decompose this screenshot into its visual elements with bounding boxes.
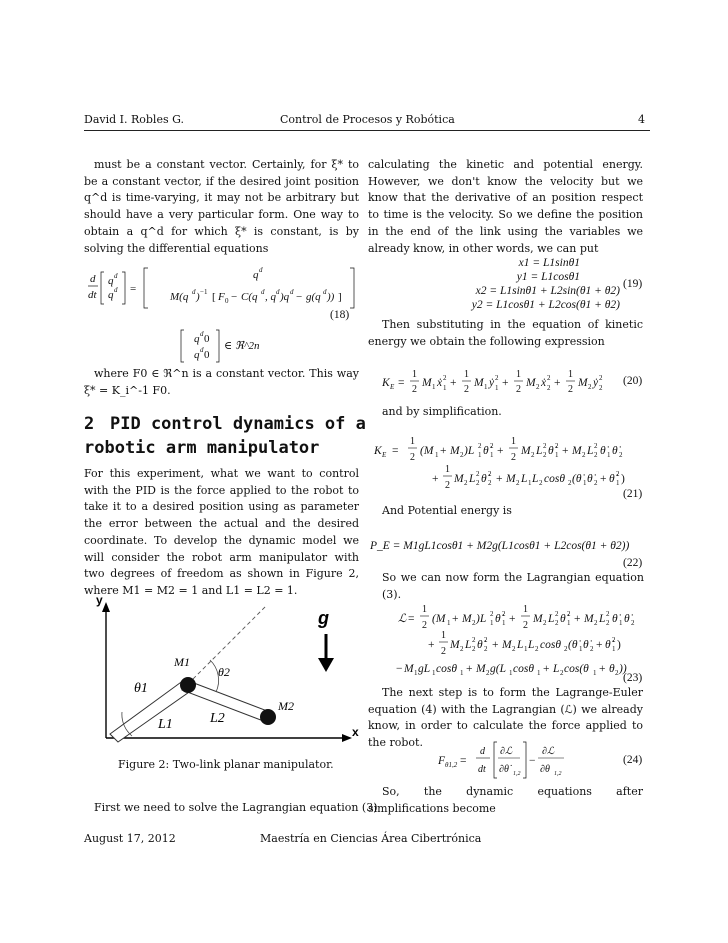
svg-text:θ: θ	[609, 663, 615, 675]
equation-20-graphic	[382, 366, 622, 398]
equation-21	[372, 432, 644, 498]
svg-text:=: =	[398, 377, 405, 389]
svg-text:2: 2	[567, 610, 571, 618]
section-title: PID control dynamics of a robotic arm manipulator	[84, 414, 366, 458]
figure-caption: Figure 2: Two-link planar manipulator.	[118, 758, 334, 771]
svg-text:−1: −1	[200, 288, 208, 296]
svg-text:+: +	[596, 639, 603, 651]
svg-text:L: L	[536, 445, 543, 457]
svg-text:ẏ: ẏ	[489, 377, 495, 389]
svg-text:q: q	[108, 275, 114, 287]
svg-text:M: M	[584, 613, 594, 625]
manipulator-diagram	[88, 588, 368, 748]
svg-text:M: M	[526, 377, 536, 389]
svg-text:1: 1	[593, 669, 597, 677]
svg-text:−: −	[231, 291, 238, 303]
svg-text:M(q: M(q	[170, 291, 189, 303]
svg-text:2: 2	[606, 610, 610, 618]
svg-text:1: 1	[523, 604, 528, 615]
svg-text:1: 1	[537, 669, 541, 677]
equation-18-label: (18)	[330, 309, 350, 321]
svg-text:2: 2	[476, 470, 480, 478]
svg-text:1: 1	[555, 451, 559, 459]
svg-text:E: E	[390, 383, 395, 391]
svg-text:2: 2	[631, 619, 635, 627]
svg-text:gL: gL	[418, 663, 431, 675]
equation-20	[382, 366, 622, 398]
svg-text:2: 2	[555, 442, 559, 450]
svg-text:2: 2	[582, 451, 586, 459]
svg-text:d: d	[276, 288, 280, 296]
svg-text:(θ̇: (θ̇	[568, 639, 578, 651]
svg-text:2: 2	[472, 636, 476, 644]
svg-text:+: +	[600, 473, 607, 485]
svg-text:2: 2	[464, 384, 469, 395]
svg-text:2: 2	[488, 470, 492, 478]
equation-18b	[178, 326, 298, 366]
svg-text:2: 2	[484, 636, 488, 644]
section-number: 2	[84, 414, 95, 434]
svg-text:L: L	[587, 445, 594, 457]
equation-18b-member: ∈ ℜ^2n	[224, 340, 260, 352]
svg-text:2: 2	[606, 619, 610, 627]
svg-text:2: 2	[445, 480, 450, 491]
footer-date: August 17, 2012	[84, 832, 176, 845]
svg-text:2: 2	[547, 374, 551, 382]
equation-19-line: y1 = L1cosθ1	[516, 271, 580, 283]
svg-text:2: 2	[512, 645, 516, 653]
svg-text:2: 2	[543, 442, 547, 450]
svg-text:+: +	[492, 639, 499, 651]
svg-text:C(q: C(q	[241, 291, 258, 303]
svg-text:ẋ: ẋ	[437, 377, 443, 389]
equation-19-label: (19)	[623, 278, 643, 290]
svg-text:d: d	[200, 330, 204, 338]
svg-text:L: L	[517, 639, 524, 651]
svg-text:θ̇: θ̇	[481, 473, 487, 485]
svg-text:θ̇: θ̇	[612, 613, 618, 625]
equation-23	[372, 598, 644, 680]
svg-text:−: −	[529, 755, 536, 767]
where-text: where F0 ∈ ℜ^n is a constant vector. This way ξ* = K_i^-1 F0.	[84, 367, 359, 397]
gravity-arrow-icon	[318, 658, 334, 672]
svg-text:1: 1	[490, 619, 494, 627]
svg-text:F: F	[218, 291, 225, 303]
svg-text:2: 2	[464, 479, 468, 487]
svg-text:−: −	[296, 291, 303, 303]
equation-18-graphic	[88, 262, 358, 322]
svg-text:+: +	[509, 613, 516, 625]
svg-text:θ̇: θ̇	[600, 445, 606, 457]
mass-2	[260, 709, 276, 725]
euler-text: The next step is to form the Lagrange-Euler equation (4) with the Lagrangian (ℒ) we already know, in order to calculate the force applied to the robot.	[368, 686, 643, 750]
svg-text:θ̇: θ̇	[583, 639, 589, 651]
svg-text:2: 2	[511, 452, 516, 463]
svg-text:∂ℒ: ∂ℒ	[500, 746, 513, 757]
svg-text:2: 2	[616, 470, 620, 478]
closing-text: First we need to solve the Lagrangian equation (3)	[94, 801, 378, 814]
svg-text:M: M	[572, 445, 582, 457]
svg-text:2: 2	[443, 374, 447, 382]
svg-text:E: E	[382, 451, 387, 459]
svg-text:1: 1	[495, 384, 499, 392]
equation-19-line: y2 = L1cosθ1 + L2cos(θ1 + θ2)	[471, 299, 620, 311]
svg-text:+: +	[432, 473, 439, 485]
svg-text:)): ))	[619, 663, 627, 675]
svg-text:M: M	[404, 663, 414, 675]
m2-label: M2	[278, 699, 294, 713]
svg-text:)): ))	[327, 291, 335, 303]
svg-text:+: +	[502, 377, 509, 389]
svg-text:1: 1	[490, 451, 494, 459]
svg-text:1: 1	[447, 619, 451, 627]
svg-text:2: 2	[560, 669, 564, 677]
svg-text:+: +	[562, 445, 569, 457]
svg-text:[: [	[212, 291, 216, 303]
svg-text:θ̇: θ̇	[624, 613, 630, 625]
svg-text:2: 2	[490, 610, 494, 618]
svg-text:2: 2	[594, 479, 598, 487]
svg-text:2: 2	[539, 479, 543, 487]
svg-text:2: 2	[422, 620, 427, 631]
svg-text:M: M	[533, 613, 543, 625]
kinetic-text: Then substituting in the equation of kinetic energy we obtain the following expression	[368, 318, 643, 348]
svg-text:+: +	[450, 377, 457, 389]
svg-text:1: 1	[410, 436, 415, 447]
svg-text:θ̇: θ̇	[612, 445, 618, 457]
svg-text:+: +	[554, 377, 561, 389]
svg-text:K: K	[382, 377, 390, 389]
svg-text:ℒ: ℒ	[398, 613, 407, 625]
svg-text:θ̇: θ̇	[477, 639, 483, 651]
svg-text:q: q	[108, 289, 114, 301]
svg-text:M: M	[450, 445, 460, 457]
svg-text:1: 1	[516, 369, 521, 380]
svg-text:2: 2	[568, 384, 573, 395]
svg-text:1: 1	[435, 451, 439, 459]
svg-text:1,2: 1,2	[513, 771, 521, 777]
svg-text:M: M	[450, 639, 460, 651]
equation-22: P_E = M1gL1cosθ1 + M2g(L1cosθ1 + L2cos(θ1 + θ2))	[370, 540, 630, 552]
svg-text:d: d	[290, 288, 294, 296]
svg-text:2: 2	[516, 384, 521, 395]
svg-text:M: M	[454, 473, 464, 485]
equation-19	[420, 256, 620, 312]
svg-text:d: d	[192, 288, 196, 296]
svg-text:L: L	[521, 473, 528, 485]
svg-text:d: d	[261, 288, 265, 296]
svg-text:d: d	[200, 346, 204, 354]
svg-text:=: =	[408, 613, 415, 625]
svg-text:2: 2	[478, 442, 482, 450]
svg-text:2: 2	[619, 451, 623, 459]
svg-text:=: =	[392, 445, 399, 457]
svg-text:2: 2	[476, 479, 480, 487]
svg-text:M: M	[502, 639, 512, 651]
svg-text:2: 2	[484, 645, 488, 653]
svg-text:1: 1	[612, 645, 616, 653]
svg-text:1: 1	[583, 479, 587, 487]
svg-text:)L: )L	[476, 613, 487, 625]
svg-text:0: 0	[225, 297, 229, 305]
svg-text:θ̇: θ̇	[587, 473, 593, 485]
svg-text:2: 2	[495, 374, 499, 382]
svg-text:)L: )L	[464, 445, 475, 457]
right-intro-text: calculating the kinetic and potential energy. However, we don't know the velocity but we know that the derivative of an position respect to time is the velocity. So we define the position in the end of the link using the variables we already know, in other words, we can put	[368, 158, 643, 255]
svg-text:g(L: g(L	[490, 663, 506, 675]
svg-text:q: q	[253, 269, 259, 281]
svg-text:ẋ: ẋ	[541, 377, 547, 389]
svg-text:1: 1	[567, 619, 571, 627]
svg-text:M: M	[506, 473, 516, 485]
svg-text:2: 2	[516, 479, 520, 487]
svg-text:2: 2	[543, 619, 547, 627]
svg-text:cosθ: cosθ	[544, 473, 565, 485]
svg-text:∂ℒ: ∂ℒ	[542, 746, 555, 757]
svg-text:+: +	[599, 663, 606, 675]
equation-19-line: x1 = L1sinθ1	[518, 257, 580, 269]
svg-text:+: +	[466, 663, 473, 675]
simplification-text: and by simplification.	[382, 405, 502, 418]
svg-text:cosθ: cosθ	[513, 663, 534, 675]
svg-text:θ̇: θ̇	[495, 613, 501, 625]
svg-text:1: 1	[414, 669, 418, 677]
theta2-label: θ2	[218, 665, 230, 679]
svg-text:=: =	[460, 755, 467, 767]
svg-text:=: =	[130, 283, 137, 295]
svg-text:−: −	[396, 663, 403, 675]
svg-text:1: 1	[432, 669, 436, 677]
svg-text:1: 1	[445, 464, 450, 475]
svg-text:+: +	[497, 445, 504, 457]
svg-text:M: M	[521, 445, 531, 457]
svg-text:1: 1	[528, 479, 532, 487]
svg-text:0: 0	[204, 333, 210, 345]
svg-text:2: 2	[441, 646, 446, 657]
header-rule	[84, 130, 650, 131]
svg-text:L: L	[532, 473, 539, 485]
svg-text:1: 1	[524, 645, 528, 653]
equation-23-label: (23)	[623, 672, 643, 684]
lagrangian-text: So we can now form the Lagrangian equation (3).	[382, 571, 644, 601]
svg-text:2: 2	[531, 451, 535, 459]
svg-text:+: +	[452, 613, 459, 625]
footer-program: Maestría en Ciencias Área Cibertrónica	[260, 832, 482, 845]
svg-text:θ̇: θ̇	[605, 639, 611, 651]
svg-text:2: 2	[460, 645, 464, 653]
svg-text:L: L	[553, 663, 560, 675]
svg-text:2: 2	[490, 442, 494, 450]
svg-text:2: 2	[594, 619, 598, 627]
svg-text:2: 2	[535, 645, 539, 653]
svg-text:): )	[617, 639, 621, 651]
svg-text:d: d	[259, 266, 263, 274]
svg-text:ẏ: ẏ	[593, 377, 599, 389]
svg-text:K: K	[374, 445, 382, 457]
svg-text:2: 2	[472, 619, 476, 627]
svg-text:1: 1	[422, 604, 427, 615]
svg-text:1: 1	[511, 436, 516, 447]
svg-text:2: 2	[523, 620, 528, 631]
l2-label: L2	[210, 711, 225, 726]
svg-text:+: +	[428, 639, 435, 651]
svg-text:g(q: g(q	[306, 291, 321, 303]
section-body-text: For this experiment, what we want to control with the PID is the force applied to the robot to take it to a desired position using as parameter the error between the actual and the desired coordinate. To develop the dynamic model we will consider the robot arm manipulator with two degrees of freedom as shown in Figure 2, where M1 = M2 = 1 and L1 = L2 = 1.	[84, 467, 359, 597]
svg-text:1: 1	[484, 383, 488, 391]
svg-text:, q: , q	[265, 291, 276, 303]
svg-text:1: 1	[441, 630, 446, 641]
y-axis-label: y	[96, 593, 103, 607]
svg-text:2: 2	[564, 645, 568, 653]
header-title: Control de Procesos y Robótica	[280, 113, 455, 126]
svg-text:dt: dt	[88, 289, 97, 301]
equation-23-graphic	[372, 598, 644, 680]
svg-text:F: F	[438, 755, 446, 767]
figure-2	[88, 588, 368, 748]
svg-text:1: 1	[502, 619, 506, 627]
svg-text:2: 2	[412, 384, 417, 395]
section-heading	[84, 412, 369, 460]
equation-18	[88, 262, 358, 322]
svg-text:+: +	[440, 445, 447, 457]
svg-text:2: 2	[536, 383, 540, 391]
svg-text:1: 1	[509, 669, 513, 677]
svg-text:M: M	[476, 663, 486, 675]
svg-text:1,2: 1,2	[554, 771, 562, 777]
svg-text:2: 2	[599, 374, 603, 382]
svg-text:θ1,2: θ1,2	[445, 761, 458, 769]
theta1-label: θ1	[134, 681, 148, 696]
m1-label: M1	[174, 655, 190, 669]
svg-text:L: L	[528, 639, 535, 651]
svg-text:L: L	[465, 639, 472, 651]
svg-text:cosθ: cosθ	[540, 639, 561, 651]
equation-24	[436, 740, 576, 780]
svg-text:∂θ̇: ∂θ̇	[499, 764, 509, 775]
equation-24-label: (24)	[623, 754, 643, 766]
equation-24-graphic	[436, 740, 576, 780]
svg-text:L: L	[599, 613, 606, 625]
svg-text:q: q	[194, 349, 200, 361]
equation-21-label: (21)	[623, 488, 643, 500]
svg-text:cosθ: cosθ	[436, 663, 457, 675]
svg-text:1: 1	[432, 383, 436, 391]
left-intro-text: must be a constant vector. Certainly, for ξ* to be a constant vector, if the desired joint position q^d is time-varying, it may not be arbitrary but should have a very particular form. One way to obtain a q^d for which ξ* is constant, is by solving the differential equations	[84, 158, 359, 255]
svg-text:2: 2	[588, 383, 592, 391]
svg-text:θ̇: θ̇	[609, 473, 615, 485]
svg-text:2: 2	[568, 479, 572, 487]
svg-text:2: 2	[594, 451, 598, 459]
equation-20-label: (20)	[623, 375, 643, 387]
svg-text:2: 2	[547, 384, 551, 392]
svg-text:dt: dt	[478, 764, 486, 775]
svg-text:2: 2	[615, 669, 619, 677]
svg-text:1: 1	[619, 619, 623, 627]
svg-text:(M: (M	[420, 445, 434, 457]
svg-text:d: d	[114, 272, 118, 280]
svg-text:2: 2	[486, 669, 490, 677]
svg-text:+: +	[574, 613, 581, 625]
svg-text:2: 2	[594, 442, 598, 450]
svg-text:1: 1	[616, 479, 620, 487]
svg-text:1: 1	[443, 384, 447, 392]
gravity-label: g	[318, 608, 329, 628]
svg-text:(M: (M	[432, 613, 446, 625]
svg-text:d: d	[90, 273, 96, 285]
svg-text:∂θ: ∂θ	[540, 764, 550, 775]
svg-text:2: 2	[488, 479, 492, 487]
svg-text:1: 1	[579, 645, 583, 653]
svg-text:(θ̇: (θ̇	[572, 473, 582, 485]
svg-text:2: 2	[472, 645, 476, 653]
svg-text:1: 1	[607, 451, 611, 459]
svg-text:M: M	[462, 613, 472, 625]
svg-text:2: 2	[555, 619, 559, 627]
svg-text:1: 1	[460, 669, 464, 677]
svg-text:): )	[621, 473, 625, 485]
header-author: David I. Robles G.	[84, 113, 184, 126]
svg-text:2: 2	[460, 451, 464, 459]
svg-text:2: 2	[502, 610, 506, 618]
svg-text:1: 1	[478, 451, 482, 459]
svg-text:d: d	[323, 288, 327, 296]
svg-text:q: q	[194, 333, 200, 345]
l1-label: L1	[158, 717, 173, 732]
svg-text:0: 0	[204, 349, 210, 361]
svg-text:1: 1	[464, 369, 469, 380]
svg-text:]: ]	[338, 291, 342, 303]
equation-22-label: (22)	[623, 557, 643, 569]
svg-text:d: d	[480, 746, 485, 757]
svg-text:2: 2	[555, 610, 559, 618]
mass-1	[180, 677, 196, 693]
svg-text:M: M	[474, 377, 484, 389]
svg-text:1: 1	[568, 369, 573, 380]
svg-text:M: M	[422, 377, 432, 389]
svg-text:2: 2	[543, 451, 547, 459]
svg-text:M: M	[578, 377, 588, 389]
svg-text:+: +	[496, 473, 503, 485]
x-axis-label: x	[352, 725, 359, 739]
svg-text:2: 2	[590, 645, 594, 653]
svg-text:L: L	[469, 473, 476, 485]
equation-21-graphic	[372, 432, 644, 498]
svg-text:2: 2	[410, 452, 415, 463]
svg-text:): )	[196, 291, 200, 303]
svg-text:L: L	[548, 613, 555, 625]
svg-text:cos(θ: cos(θ	[564, 663, 589, 675]
svg-text:θ̇: θ̇	[548, 445, 554, 457]
svg-text:d: d	[114, 286, 118, 294]
potential-text: And Potential energy is	[382, 504, 512, 517]
svg-text:)q: )q	[280, 291, 290, 303]
page-number: 4	[638, 113, 645, 126]
svg-text:1: 1	[412, 369, 417, 380]
final-text: So, the dynamic equations after simplifications become	[368, 785, 643, 815]
svg-text:2: 2	[599, 384, 603, 392]
svg-text:+: +	[543, 663, 550, 675]
svg-text:2: 2	[612, 636, 616, 644]
svg-text:θ̇: θ̇	[560, 613, 566, 625]
svg-text:θ̇: θ̇	[483, 445, 489, 457]
equation-19-line: x2 = L1sinθ1 + L2sin(θ1 + θ2)	[475, 285, 620, 297]
